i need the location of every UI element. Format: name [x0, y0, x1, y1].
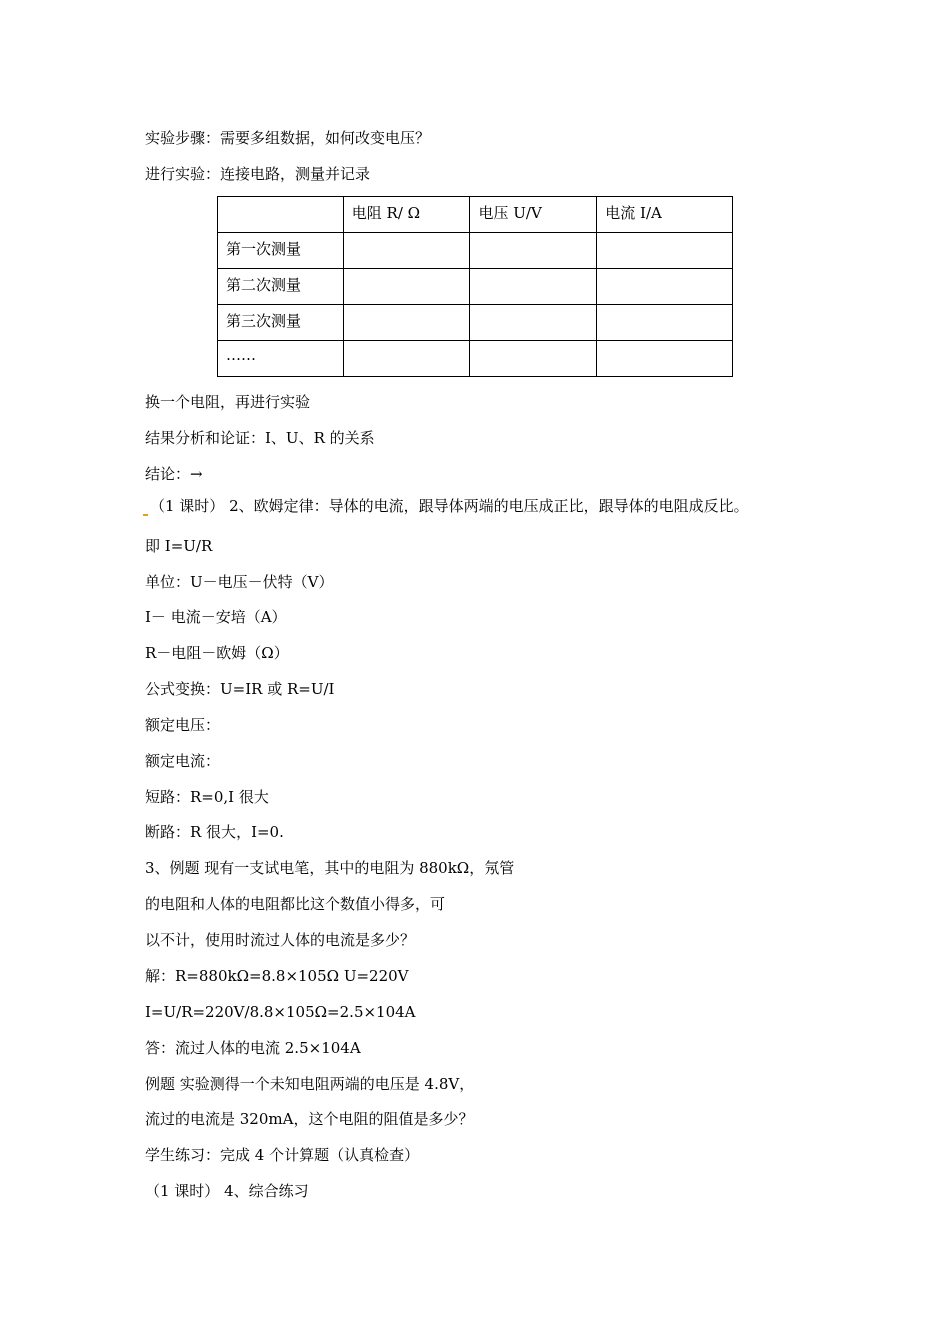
- table-row-label: 第三次测量: [218, 305, 344, 341]
- table-cell: [597, 341, 733, 377]
- table-cell: [343, 341, 470, 377]
- text-line: 答：流过人体的电流 2.5×104A: [145, 1039, 361, 1057]
- text-line: 短路：R=0,I 很大: [145, 788, 269, 806]
- text-line: [143, 496, 749, 516]
- text-line: R－电阻－欧姆（Ω）: [145, 644, 289, 662]
- table-cell: [470, 233, 597, 269]
- text-line-content: （1 课时） 2、欧姆定律：导体的电流，跟导体两端的电压成正比，跟导体的电阻成反比。: [150, 497, 749, 515]
- text-line: 例题 实验测得一个未知电阻两端的电压是 4.8V，: [145, 1075, 475, 1093]
- table-row-label: ……: [218, 341, 344, 377]
- text-line: 公式变换：U=IR 或 R=U/I: [145, 680, 335, 698]
- text-line: 3、例题 现有一支试电笔，其中的电阻为 880kΩ，氖管: [145, 859, 515, 877]
- table-header-row: [218, 197, 733, 233]
- table-cell: [597, 269, 733, 305]
- text-line: I－ 电流－安培（A）: [145, 608, 287, 626]
- table-cell: [597, 305, 733, 341]
- table-cell: [343, 269, 470, 305]
- text-line: 的电阻和人体的电阻都比这个数值小得多，可: [145, 895, 446, 913]
- text-line: 换一个电阻，再进行实验: [145, 393, 311, 411]
- text-line: I=U/R=220V/8.8×105Ω=2.5×104A: [145, 1003, 416, 1021]
- text-line: 额定电流：: [145, 752, 221, 770]
- text-line: 学生练习：完成 4 个计算题（认真检查）: [145, 1146, 420, 1164]
- text-line: 即 I=U/R: [145, 537, 213, 555]
- text-line: 进行实验：连接电路，测量并记录: [145, 165, 371, 183]
- table-row: [218, 305, 733, 341]
- text-line: 结果分析和论证：I、U、R 的关系: [145, 429, 375, 447]
- text-line: 解：R=880kΩ=8.8×105Ω U=220V: [145, 967, 409, 985]
- table-cell: [343, 305, 470, 341]
- table-row: [218, 269, 733, 305]
- table-row: [218, 341, 733, 377]
- table-cell: [597, 233, 733, 269]
- table-header-cell: [218, 197, 344, 233]
- table-header-cell: 电阻 R/ Ω: [343, 197, 470, 233]
- text-line: 断路：R 很大，I=0.: [145, 823, 284, 841]
- text-line: 结论：→: [145, 465, 203, 483]
- edit-mark-icon: [143, 514, 148, 516]
- table-cell: [470, 341, 597, 377]
- table-header-cell: 电流 I/A: [597, 197, 733, 233]
- table-cell: [470, 305, 597, 341]
- measurement-table: [217, 196, 733, 377]
- text-line: 实验步骤：需要多组数据，如何改变电压？: [145, 129, 431, 147]
- table-cell: [470, 269, 597, 305]
- text-line: 以不计，使用时流过人体的电流是多少？: [145, 931, 416, 949]
- table-header-cell: 电压 U/V: [470, 197, 597, 233]
- table-row-label: 第二次测量: [218, 269, 344, 305]
- text-line: 额定电压：: [145, 716, 221, 734]
- table-row-label: 第一次测量: [218, 233, 344, 269]
- text-line: 单位：U－电压－伏特（V）: [145, 573, 334, 591]
- table-row: [218, 233, 733, 269]
- table-cell: [343, 233, 470, 269]
- text-line: 流过的电流是 320mA，这个电阻的阻值是多少？: [145, 1110, 474, 1128]
- text-line: （1 课时） 4、综合练习: [145, 1182, 309, 1200]
